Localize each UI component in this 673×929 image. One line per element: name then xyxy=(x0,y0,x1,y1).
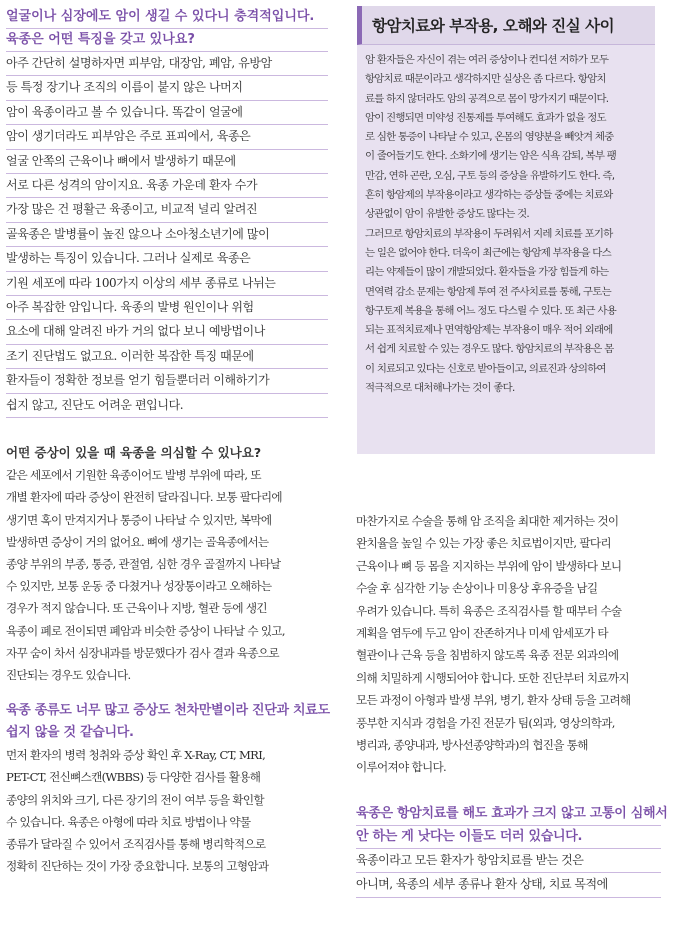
answer-paragraph xyxy=(6,744,328,877)
text-line: 같은 세포에서 기원한 육종이어도 발병 부위에 따라, 또 xyxy=(6,468,261,483)
text-line: 조기 진단법도 없고요. 이러한 복잡한 특징 때문에 xyxy=(6,345,328,369)
text-line: 마찬가지로 수술을 통해 암 조직을 최대한 제거하는 것이 xyxy=(356,514,619,528)
text-line: 종류가 달라질 수 있어서 조직검사를 통해 병리학적으로 xyxy=(6,836,266,851)
heading-line: 안 하는 게 낫다는 이들도 더러 있습니다. xyxy=(356,826,661,849)
text-line: 아니며, 육종의 세부 종류나 환자 상태, 치료 목적에 xyxy=(356,873,661,897)
text-line: 아주 복잡한 암입니다. 육종의 발병 원인이나 위험 xyxy=(6,296,328,320)
answer-paragraph xyxy=(6,464,328,686)
text-line: 먼저 환자의 병력 청취와 증상 확인 후 X-Ray, CT, MRI, xyxy=(6,748,266,763)
text-line: 암이 육종이라고 볼 수 있습니다. 똑같이 얼굴에 xyxy=(6,101,328,125)
text-line: 정확히 진단하는 것이 가장 중요합니다. 보통의 고형암과 xyxy=(6,859,269,874)
text-line: 면역력 감소 문제는 항암제 투여 전 주사치료를 통해, 구토는 xyxy=(365,285,611,298)
text-line: 항구토제 복용을 통해 어느 정도 다스릴 수 있다. 또 최근 사용 xyxy=(365,304,616,317)
text-line: 쉽지 않고, 진단도 어려운 편입니다. xyxy=(6,394,328,418)
text-line: 수 있습니다. 육종은 아형에 따라 치료 방법이나 약물 xyxy=(6,814,251,829)
text-line: 암 환자들은 자신이 겪는 여러 증상이나 컨디션 저하가 모두 xyxy=(365,54,609,66)
text-line: 암이 생기더라도 피부암은 주로 표피에서, 육종은 xyxy=(6,125,328,149)
text-line: 환자들이 정확한 정보를 얻기 힘들뿐더러 이해하기가 xyxy=(6,369,328,393)
text-line: 적극적으로 대처해나가는 것이 좋다. xyxy=(365,382,515,395)
text-line: 자꾸 숨이 차서 심장내과를 방문했다가 검사 결과 육종으로 xyxy=(6,645,279,660)
text-line: 만감, 연하 곤란, 오심, 구토 등의 증상을 유발하기도 한다. 즉, xyxy=(365,169,615,182)
sidebar-box xyxy=(357,6,655,454)
text-line: 육종이라고 모든 환자가 항암치료를 받는 것은 xyxy=(356,849,661,873)
text-line: 서 쉽게 치료할 수 있는 경우도 많다. 항암치료의 부작용은 몸 xyxy=(365,343,614,356)
text-line: 혈관이나 근육 등을 침범하지 않도록 육종 전문 외과의에 xyxy=(356,648,619,663)
text-line: 우려가 있습니다. 특히 육종은 조직검사를 할 때부터 수술 xyxy=(356,603,622,618)
text-line: 이 치료되고 있다는 신호로 받아들이고, 의료진과 상의하여 xyxy=(365,362,606,375)
left-column xyxy=(6,6,328,877)
text-line: 료를 하지 않더라도 암의 공격으로 몸이 망가지기 때문이다. xyxy=(365,92,609,105)
text-line: 수 있지만, 보통 운동 중 다쳤거나 성장통이라고 오해하는 xyxy=(6,579,272,594)
text-line: 풍부한 지식과 경험을 가진 전문가 팀(외과, 영상의학과, xyxy=(356,715,615,730)
question-heading: 어떤 증상이 있을 때 육종을 의심할 수 있나요? xyxy=(6,445,262,461)
text-line: 흔히 항암제의 부작용이라고 생각하는 증상들 중에는 치료와 xyxy=(365,189,613,202)
text-line: 얼굴 안쪽의 근육이나 뼈에서 발생하기 때문에 xyxy=(6,150,328,174)
sidebar-title: 항암치료와 부작용, 오해와 진실 사이 xyxy=(357,6,655,45)
text-line: 등 특정 장기나 조직의 이름이 붙지 않은 나머지 xyxy=(6,76,328,100)
text-line: 의해 치밀하게 시행되어야 합니다. 또한 진단부터 치료까지 xyxy=(356,670,629,685)
text-line: 육종이 폐로 전이되면 폐암과 비슷한 증상이 나타날 수 있고, xyxy=(6,623,285,638)
text-line: 그러므로 항암치료의 부작용이 두려워서 지레 치료를 포기하 xyxy=(365,227,613,240)
answer-paragraph xyxy=(6,52,328,418)
heading-line: 육종은 어떤 특징을 갖고 있나요? xyxy=(6,29,328,52)
text-line: 골육종은 발병률이 높진 않으나 소아청소년기에 많이 xyxy=(6,223,328,247)
text-line: PET-CT, 전신뼈스캔(WBBS) 등 다양한 검사를 활용해 xyxy=(6,770,261,785)
text-line: 되는 표적치료제나 면역항암제는 부작용이 매우 적어 외래에 xyxy=(365,324,613,337)
answer-paragraph xyxy=(356,510,661,779)
question-heading xyxy=(356,803,668,849)
question-heading xyxy=(6,6,328,52)
text-line: 발생하면 증상이 거의 없어요. 뼈에 생기는 골육종에서는 xyxy=(6,534,269,549)
text-line: 이 줄어들기도 한다. 소화기에 생기는 암은 식욕 감퇴, 복부 팽 xyxy=(365,150,616,163)
text-line: 수술 후 심각한 기능 손상이나 미용상 후유증을 남길 xyxy=(356,581,598,596)
text-line: 계획을 염두에 두고 암이 잔존하거나 미세 암세포가 타 xyxy=(356,626,608,641)
text-line: 가장 많은 건 평활근 육종이고, 비교적 널리 알려진 xyxy=(6,198,328,222)
text-line: 종양 부위의 부종, 통증, 관절염, 심한 경우 골절까지 나타날 xyxy=(6,556,281,571)
text-line: 발생하는 특징이 있습니다. 그러나 실제로 육종은 xyxy=(6,247,328,271)
text-line: 이루어져야 합니다. xyxy=(356,760,446,775)
text-line: 서로 다른 성격의 암이지요. 육종 가운데 환자 수가 xyxy=(6,174,328,198)
heading-line: 얼굴이나 심장에도 암이 생길 수 있다니 충격적입니다. xyxy=(6,6,328,29)
text-line: 완치율을 높일 수 있는 가장 좋은 치료법이지만, 팔다리 xyxy=(356,536,611,551)
text-line: 근육이나 뼈 등 몸을 지지하는 부위에 암이 발생하다 보니 xyxy=(356,558,622,573)
sidebar-body xyxy=(357,45,655,398)
answer-paragraph xyxy=(356,849,661,898)
text-line: 종양의 위치와 크기, 다른 장기의 전이 여부 등을 확인할 xyxy=(6,792,264,807)
text-line: 요소에 대해 알려진 바가 거의 없다 보니 예방법이나 xyxy=(6,320,328,344)
text-line: 리는 약제들이 많이 개발되었다. 환자들을 가장 힘들게 하는 xyxy=(365,266,609,279)
text-line: 암이 진행되면 미약성 진통제를 투여해도 효과가 없을 정도 xyxy=(365,111,606,124)
text-line: 경우가 적지 않습니다. 또 근육이나 지방, 혈관 등에 생긴 xyxy=(6,601,267,616)
right-column xyxy=(356,510,668,898)
text-line: 개별 환자에 따라 증상이 완전히 달라집니다. 보통 팔다리에 xyxy=(6,490,282,505)
heading-line: 육종 종류도 너무 많고 증상도 천차만별이라 진단과 치료도 xyxy=(6,703,330,719)
text-line: 아주 간단히 설명하자면 피부암, 대장암, 폐암, 유방암 xyxy=(6,52,328,76)
text-line: 생기면 혹이 만져지거나 통증이 나타날 수 있지만, 복막에 xyxy=(6,512,272,527)
text-line: 기원 세포에 따라 100가지 이상의 세부 종류로 나뉘는 xyxy=(6,272,328,296)
heading-line: 육종은 항암치료를 해도 효과가 크지 않고 고통이 심해서 xyxy=(356,803,661,826)
text-line: 모든 과정이 아형과 발생 부위, 병기, 환자 상태 등을 고려해 xyxy=(356,693,631,708)
text-line: 진단되는 경우도 있습니다. xyxy=(6,667,131,682)
heading-line: 쉽지 않을 것 같습니다. xyxy=(6,725,134,741)
text-line: 상관없이 암이 유발한 증상도 많다는 것. xyxy=(365,208,529,221)
text-line: 항암치료 때문이라고 생각하지만 실상은 좀 다르다. 항암치 xyxy=(365,73,606,86)
question-heading xyxy=(6,700,328,744)
text-line: 는 일은 없어야 한다. 더욱이 최근에는 항암제 부작용을 다스 xyxy=(365,246,611,259)
text-line: 로 심한 통증이 나타날 수 있고, 온몸의 영양분을 빼앗겨 체중 xyxy=(365,131,614,144)
text-line: 병리과, 종양내과, 방사선종양학과)의 협진을 통해 xyxy=(356,738,588,753)
